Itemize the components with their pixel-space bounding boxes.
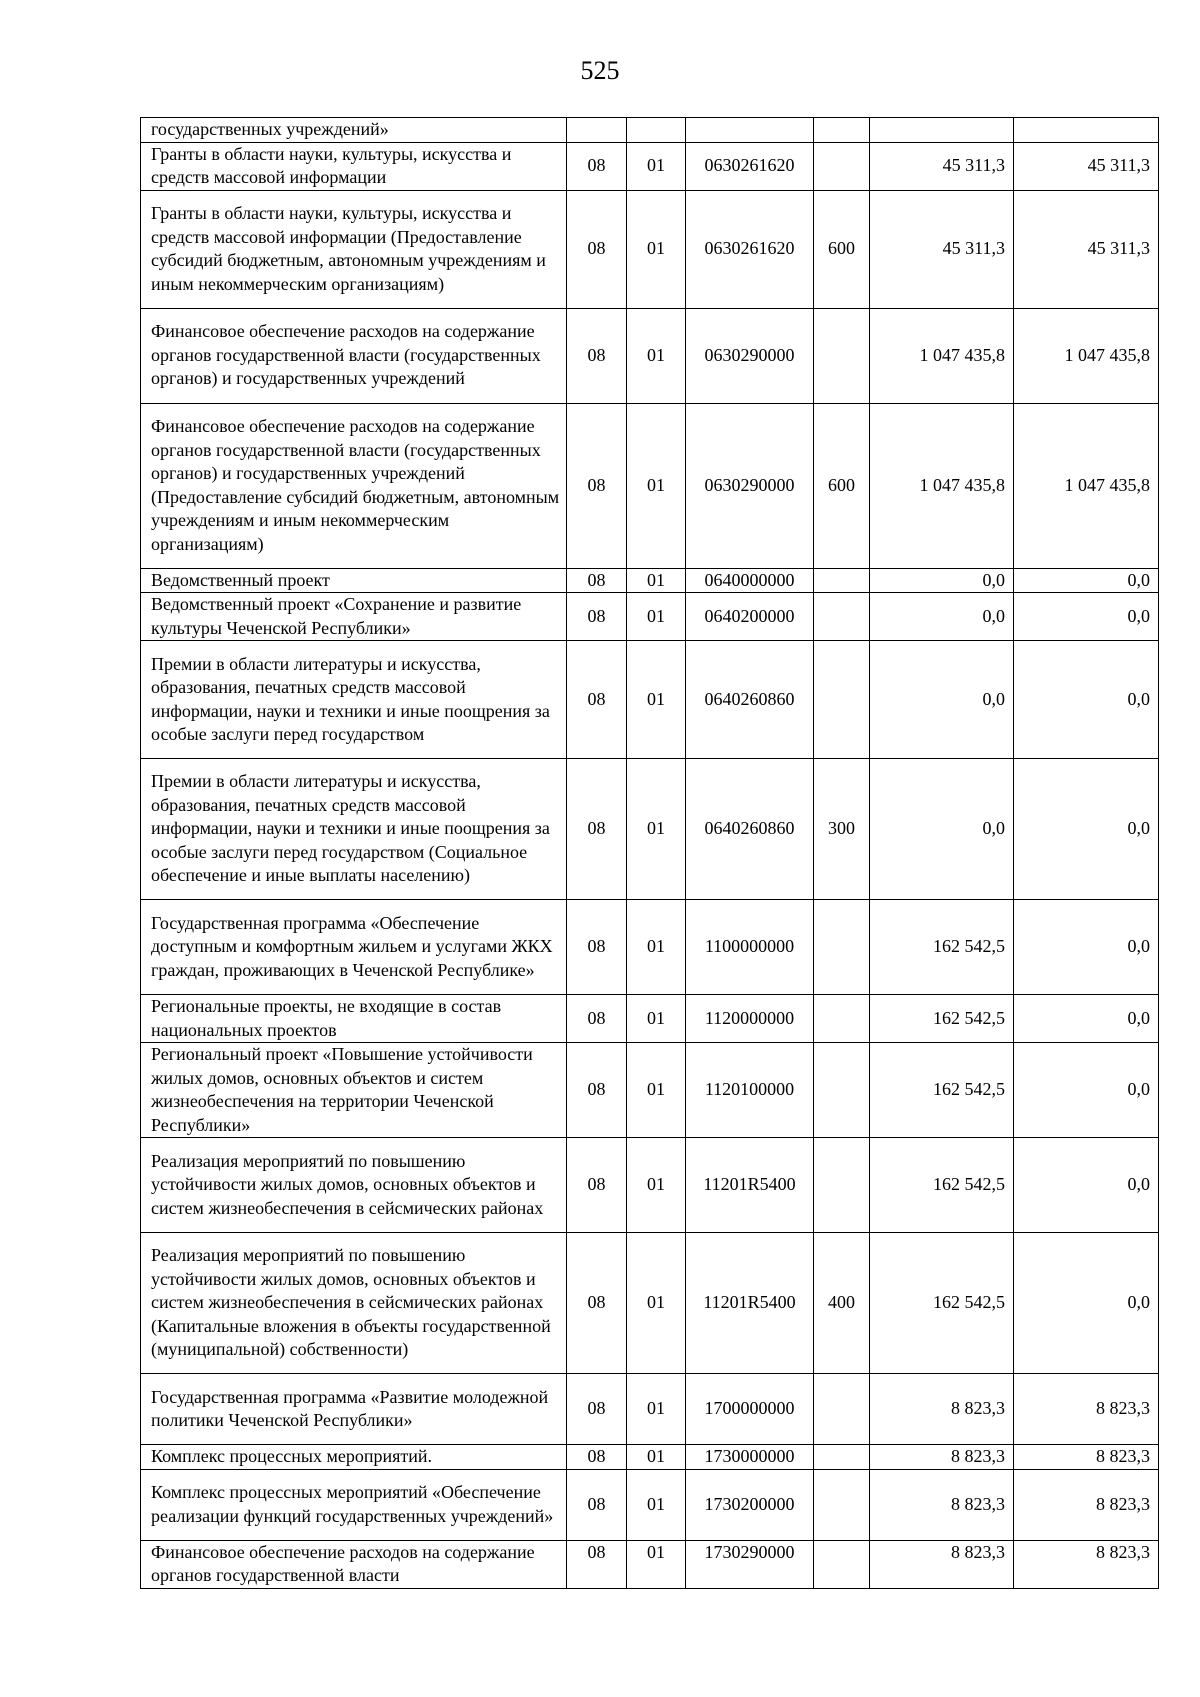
expense-type-code <box>814 900 870 995</box>
section-code: 08 <box>567 142 627 190</box>
subsection-code: 01 <box>627 142 686 190</box>
amount-year-2: 0,0 <box>1014 641 1159 759</box>
table-row <box>141 568 1159 593</box>
subsection-code: 01 <box>627 641 686 759</box>
target-article-code: 1100000000 <box>686 900 814 995</box>
expense-type-code <box>814 568 870 593</box>
expense-type-code: 600 <box>814 190 870 308</box>
row-description: Комплекс процессных мероприятий «Обеспечение реализации функций государственных учреждений» <box>141 1469 567 1540</box>
row-description: Ведомственный проект «Сохранение и развитие культуры Чеченской Республики» <box>141 593 567 641</box>
expense-type-code <box>814 1043 870 1138</box>
row-description: Премии в области литературы и искусства, образования, печатных средств массовой информации, науки и техники и иные поощрения за особые заслуги перед государством (Социальное обеспечение и иные выплаты населению) <box>141 759 567 900</box>
subsection-code: 01 <box>627 900 686 995</box>
section-code: 08 <box>567 900 627 995</box>
section-code: 08 <box>567 1540 627 1588</box>
amount-year-2: 0,0 <box>1014 1043 1159 1138</box>
section-code <box>567 118 627 143</box>
amount-year-1: 1 047 435,8 <box>870 403 1014 568</box>
section-code: 08 <box>567 1138 627 1233</box>
subsection-code: 01 <box>627 308 686 403</box>
expense-type-code: 600 <box>814 403 870 568</box>
subsection-code: 01 <box>627 403 686 568</box>
amount-year-1: 162 542,5 <box>870 1138 1014 1233</box>
expense-type-code <box>814 593 870 641</box>
subsection-code: 01 <box>627 1469 686 1540</box>
row-description: Гранты в области науки, культуры, искусства и средств массовой информации <box>141 142 567 190</box>
amount-year-2: 0,0 <box>1014 759 1159 900</box>
target-article-code: 0640000000 <box>686 568 814 593</box>
table-row <box>141 118 1159 143</box>
row-description: Финансовое обеспечение расходов на содержание органов государственной власти <box>141 1540 567 1588</box>
table-row <box>141 1138 1159 1233</box>
section-code: 08 <box>567 1469 627 1540</box>
amount-year-1: 0,0 <box>870 568 1014 593</box>
row-description: Гранты в области науки, культуры, искусства и средств массовой информации (Предоставление субсидий бюджетным, автономным учреждениям и иным некоммерческим организациям) <box>141 190 567 308</box>
amount-year-1: 162 542,5 <box>870 900 1014 995</box>
section-code: 08 <box>567 568 627 593</box>
target-article-code: 0630261620 <box>686 142 814 190</box>
expense-type-code <box>814 995 870 1043</box>
amount-year-2: 8 823,3 <box>1014 1445 1159 1470</box>
amount-year-2: 8 823,3 <box>1014 1540 1159 1588</box>
amount-year-1: 0,0 <box>870 641 1014 759</box>
row-description: Реализация мероприятий по повышению устойчивости жилых домов, основных объектов и систем жизнеобеспечения в сейсмических районах (Капитальные вложения в объекты государственной (муниципальной) собственности) <box>141 1233 567 1374</box>
table-row <box>141 593 1159 641</box>
table-row <box>141 1540 1159 1588</box>
budget-table <box>140 117 1159 1589</box>
amount-year-2: 1 047 435,8 <box>1014 308 1159 403</box>
subsection-code: 01 <box>627 1138 686 1233</box>
section-code: 08 <box>567 1043 627 1138</box>
row-description: Премии в области литературы и искусства, образования, печатных средств массовой информации, науки и техники и иные поощрения за особые заслуги перед государством <box>141 641 567 759</box>
target-article-code: 1120100000 <box>686 1043 814 1138</box>
table-row <box>141 995 1159 1043</box>
row-description: Финансовое обеспечение расходов на содержание органов государственной власти (государственных органов) и государственных учреждений <box>141 308 567 403</box>
row-description: Комплекс процессных мероприятий. <box>141 1445 567 1470</box>
section-code: 08 <box>567 403 627 568</box>
row-description: Государственная программа «Обеспечение доступным и комфортным жильем и услугами ЖКХ граждан, проживающих в Чеченской Республике» <box>141 900 567 995</box>
target-article-code: 1730200000 <box>686 1469 814 1540</box>
expense-type-code <box>814 1445 870 1470</box>
expense-type-code <box>814 142 870 190</box>
row-description: Региональные проекты, не входящие в состав национальных проектов <box>141 995 567 1043</box>
amount-year-2: 0,0 <box>1014 1233 1159 1374</box>
table-row <box>141 1469 1159 1540</box>
expense-type-code: 400 <box>814 1233 870 1374</box>
expense-type-code <box>814 1138 870 1233</box>
target-article-code: 0640200000 <box>686 593 814 641</box>
subsection-code: 01 <box>627 1445 686 1470</box>
amount-year-2: 0,0 <box>1014 568 1159 593</box>
expense-type-code <box>814 308 870 403</box>
section-code: 08 <box>567 190 627 308</box>
table-row <box>141 759 1159 900</box>
section-code: 08 <box>567 1233 627 1374</box>
amount-year-2: 45 311,3 <box>1014 190 1159 308</box>
subsection-code: 01 <box>627 759 686 900</box>
section-code: 08 <box>567 1445 627 1470</box>
amount-year-2: 0,0 <box>1014 1138 1159 1233</box>
table-row <box>141 190 1159 308</box>
amount-year-1 <box>870 118 1014 143</box>
target-article-code: 1120000000 <box>686 995 814 1043</box>
target-article-code: 0640260860 <box>686 641 814 759</box>
target-article-code: 0630290000 <box>686 308 814 403</box>
target-article-code: 11201R5400 <box>686 1138 814 1233</box>
target-article-code: 0640260860 <box>686 759 814 900</box>
amount-year-1: 0,0 <box>870 759 1014 900</box>
subsection-code <box>627 118 686 143</box>
subsection-code: 01 <box>627 1043 686 1138</box>
subsection-code: 01 <box>627 1374 686 1445</box>
amount-year-2: 0,0 <box>1014 593 1159 641</box>
page-number: 525 <box>580 56 620 85</box>
section-code: 08 <box>567 1374 627 1445</box>
row-description: Государственная программа «Развитие молодежной политики Чеченской Республики» <box>141 1374 567 1445</box>
row-description: государственных учреждений» <box>141 118 567 143</box>
budget-table-body <box>141 118 1159 1589</box>
subsection-code: 01 <box>627 1540 686 1588</box>
expense-type-code <box>814 1540 870 1588</box>
expense-type-code <box>814 118 870 143</box>
row-description: Финансовое обеспечение расходов на содержание органов государственной власти (государственных органов) и государственных учреждений (Предоставление субсидий бюджетным, автономным учреждениям и иным некоммерческим организациям) <box>141 403 567 568</box>
section-code: 08 <box>567 593 627 641</box>
row-description: Региональный проект «Повышение устойчивости жилых домов, основных объектов и систем жизнеобеспечения на территории Чеченской Республики» <box>141 1043 567 1138</box>
subsection-code: 01 <box>627 568 686 593</box>
amount-year-2: 0,0 <box>1014 995 1159 1043</box>
amount-year-1: 8 823,3 <box>870 1469 1014 1540</box>
subsection-code: 01 <box>627 190 686 308</box>
amount-year-1: 162 542,5 <box>870 995 1014 1043</box>
table-row <box>141 142 1159 190</box>
amount-year-2: 0,0 <box>1014 900 1159 995</box>
table-row <box>141 1043 1159 1138</box>
expense-type-code <box>814 1469 870 1540</box>
target-article-code: 1700000000 <box>686 1374 814 1445</box>
amount-year-1: 45 311,3 <box>870 190 1014 308</box>
target-article-code: 11201R5400 <box>686 1233 814 1374</box>
subsection-code: 01 <box>627 1233 686 1374</box>
table-row <box>141 1445 1159 1470</box>
amount-year-1: 162 542,5 <box>870 1233 1014 1374</box>
amount-year-2: 8 823,3 <box>1014 1374 1159 1445</box>
section-code: 08 <box>567 308 627 403</box>
expense-type-code <box>814 641 870 759</box>
table-row <box>141 1233 1159 1374</box>
amount-year-2: 45 311,3 <box>1014 142 1159 190</box>
amount-year-1: 162 542,5 <box>870 1043 1014 1138</box>
table-row <box>141 1374 1159 1445</box>
section-code: 08 <box>567 995 627 1043</box>
target-article-code: 1730290000 <box>686 1540 814 1588</box>
target-article-code: 0630261620 <box>686 190 814 308</box>
table-row <box>141 403 1159 568</box>
target-article-code <box>686 118 814 143</box>
section-code: 08 <box>567 641 627 759</box>
amount-year-1: 8 823,3 <box>870 1374 1014 1445</box>
amount-year-1: 8 823,3 <box>870 1540 1014 1588</box>
amount-year-2: 8 823,3 <box>1014 1469 1159 1540</box>
subsection-code: 01 <box>627 593 686 641</box>
section-code: 08 <box>567 759 627 900</box>
amount-year-1: 0,0 <box>870 593 1014 641</box>
target-article-code: 1730000000 <box>686 1445 814 1470</box>
row-description: Реализация мероприятий по повышению устойчивости жилых домов, основных объектов и систем жизнеобеспечения в сейсмических районах <box>141 1138 567 1233</box>
amount-year-1: 45 311,3 <box>870 142 1014 190</box>
expense-type-code: 300 <box>814 759 870 900</box>
table-row <box>141 641 1159 759</box>
table-row <box>141 900 1159 995</box>
amount-year-2 <box>1014 118 1159 143</box>
amount-year-1: 8 823,3 <box>870 1445 1014 1470</box>
subsection-code: 01 <box>627 995 686 1043</box>
target-article-code: 0630290000 <box>686 403 814 568</box>
expense-type-code <box>814 1374 870 1445</box>
table-row <box>141 308 1159 403</box>
row-description: Ведомственный проект <box>141 568 567 593</box>
amount-year-2: 1 047 435,8 <box>1014 403 1159 568</box>
amount-year-1: 1 047 435,8 <box>870 308 1014 403</box>
